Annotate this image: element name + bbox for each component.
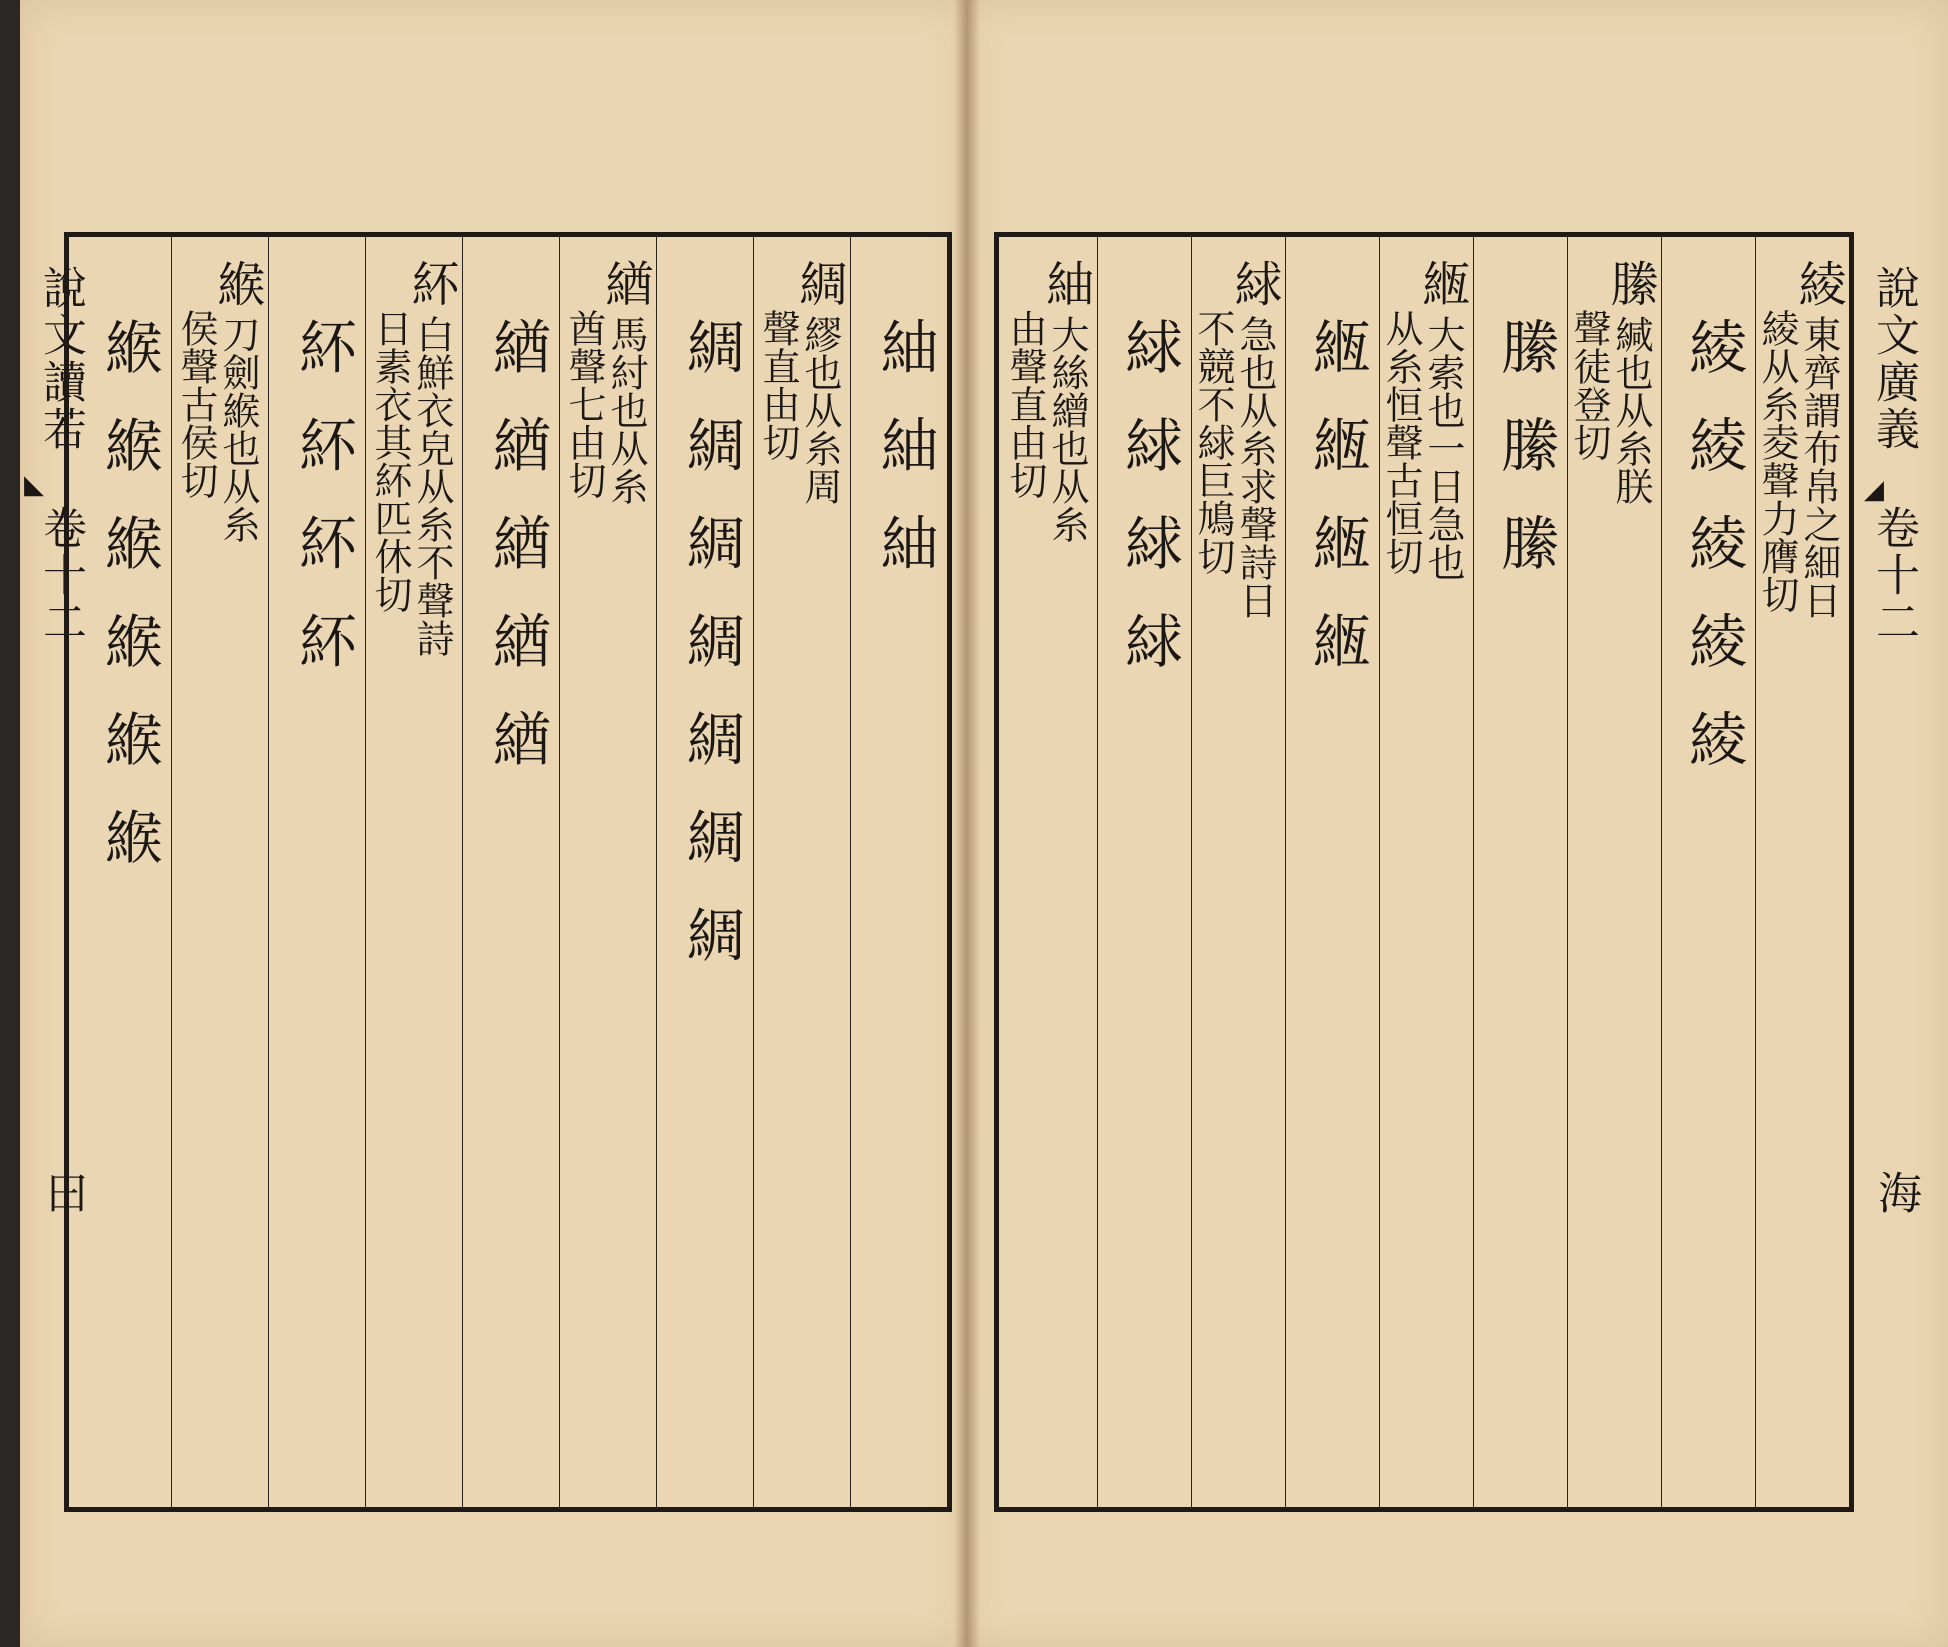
entry-gloss-line: 馬紂也从糸: [604, 315, 648, 505]
text-column: [656, 237, 753, 1507]
entry-headword: 緱: [209, 259, 265, 307]
seal-script-variants: 絿絿絿絿: [1115, 317, 1183, 709]
text-column: [74, 237, 171, 1507]
left-text-frame: [64, 232, 952, 1512]
entry-gloss-line: 大絲繒也从糸: [1045, 315, 1089, 543]
entry-gloss-line: 从糸恒聲古恒切: [1379, 309, 1423, 575]
entry-gloss-line: 日素衣其紑匹休切: [368, 309, 412, 613]
entry-gloss-line: 大索也一日急也: [1421, 315, 1465, 581]
text-column: [1285, 237, 1379, 1507]
text-column: [268, 237, 365, 1507]
left-page: [20, 0, 966, 1647]
text-column: [1567, 237, 1661, 1507]
seal-script-variants: 緱緱緱緱緱緱: [95, 317, 163, 905]
text-column: [171, 237, 268, 1507]
entry-gloss-line: 侯聲古侯切: [174, 309, 218, 499]
entry-gloss-line: 白鮮衣皃从糸不聲詩: [410, 315, 454, 657]
text-column: [1755, 237, 1849, 1507]
entry-gloss-line: 不競不絿巨鳩切: [1191, 309, 1235, 575]
right-text-frame: [994, 232, 1854, 1512]
seal-script-variants: 紬紬紬: [871, 317, 939, 611]
entry-gloss-line: 東齊謂布帛之細日: [1797, 315, 1841, 619]
right-page: [966, 0, 1948, 1647]
right-margin-volume: 卷十二: [1868, 505, 1919, 646]
entry-headword: 絿: [1226, 259, 1282, 307]
text-column: [1661, 237, 1755, 1507]
entry-headword: 綾: [1790, 259, 1846, 307]
text-column: [1379, 237, 1473, 1507]
text-column: [1473, 237, 1567, 1507]
seal-script-variants: 緧緧緧緧緧: [483, 317, 551, 807]
entry-gloss-line: 繆也从糸周: [798, 315, 842, 505]
right-margin-title: 說文廣義: [1868, 265, 1919, 453]
seal-script-variants: 緪緪緪緪: [1303, 317, 1371, 709]
entry-gloss-line: 急也从糸求聲詩日: [1233, 315, 1277, 619]
left-fish-tail-mark: ◣: [24, 470, 44, 500]
seal-script-variants: 縢縢縢: [1491, 317, 1559, 611]
entry-headword: 紑: [403, 259, 459, 307]
text-column: [850, 237, 947, 1507]
right-margin-foot: 海: [1870, 1170, 1921, 1217]
right-fish-tail-mark: ◢: [1864, 475, 1884, 505]
seal-script-variants: 綢綢綢綢綢綢綢: [677, 317, 745, 1003]
entry-gloss-line: 刀劍緱也从糸: [216, 315, 260, 543]
left-margin-title: 說文讀若: [35, 265, 86, 453]
text-column: [1097, 237, 1191, 1507]
entry-headword: 紬: [1038, 259, 1094, 307]
entry-gloss-line: 綾从糸夌聲力膺切: [1755, 309, 1799, 613]
text-column: [559, 237, 656, 1507]
entry-headword: 緧: [597, 259, 653, 307]
entry-headword: 綢: [791, 259, 847, 307]
left-margin-foot: 曰: [37, 1170, 88, 1217]
entry-gloss-line: 由聲直由切: [1003, 309, 1047, 499]
left-margin-volume: 卷十二: [35, 505, 86, 646]
book-gutter: [954, 0, 980, 1647]
entry-gloss-line: 緘也从糸朕: [1609, 315, 1653, 505]
seal-script-variants: 綾綾綾綾綾: [1679, 317, 1747, 807]
entry-gloss-line: 聲徒登切: [1567, 309, 1611, 461]
text-column: [753, 237, 850, 1507]
text-column: [462, 237, 559, 1507]
text-column: [365, 237, 462, 1507]
entry-headword: 縢: [1602, 259, 1658, 307]
entry-gloss-line: 酋聲七由切: [562, 309, 606, 499]
seal-script-variants: 紑紑紑紑: [289, 317, 357, 709]
entry-headword: 緪: [1414, 259, 1470, 307]
entry-gloss-line: 聲直由切: [756, 309, 800, 461]
text-column: [1191, 237, 1285, 1507]
text-column: [1003, 237, 1097, 1507]
